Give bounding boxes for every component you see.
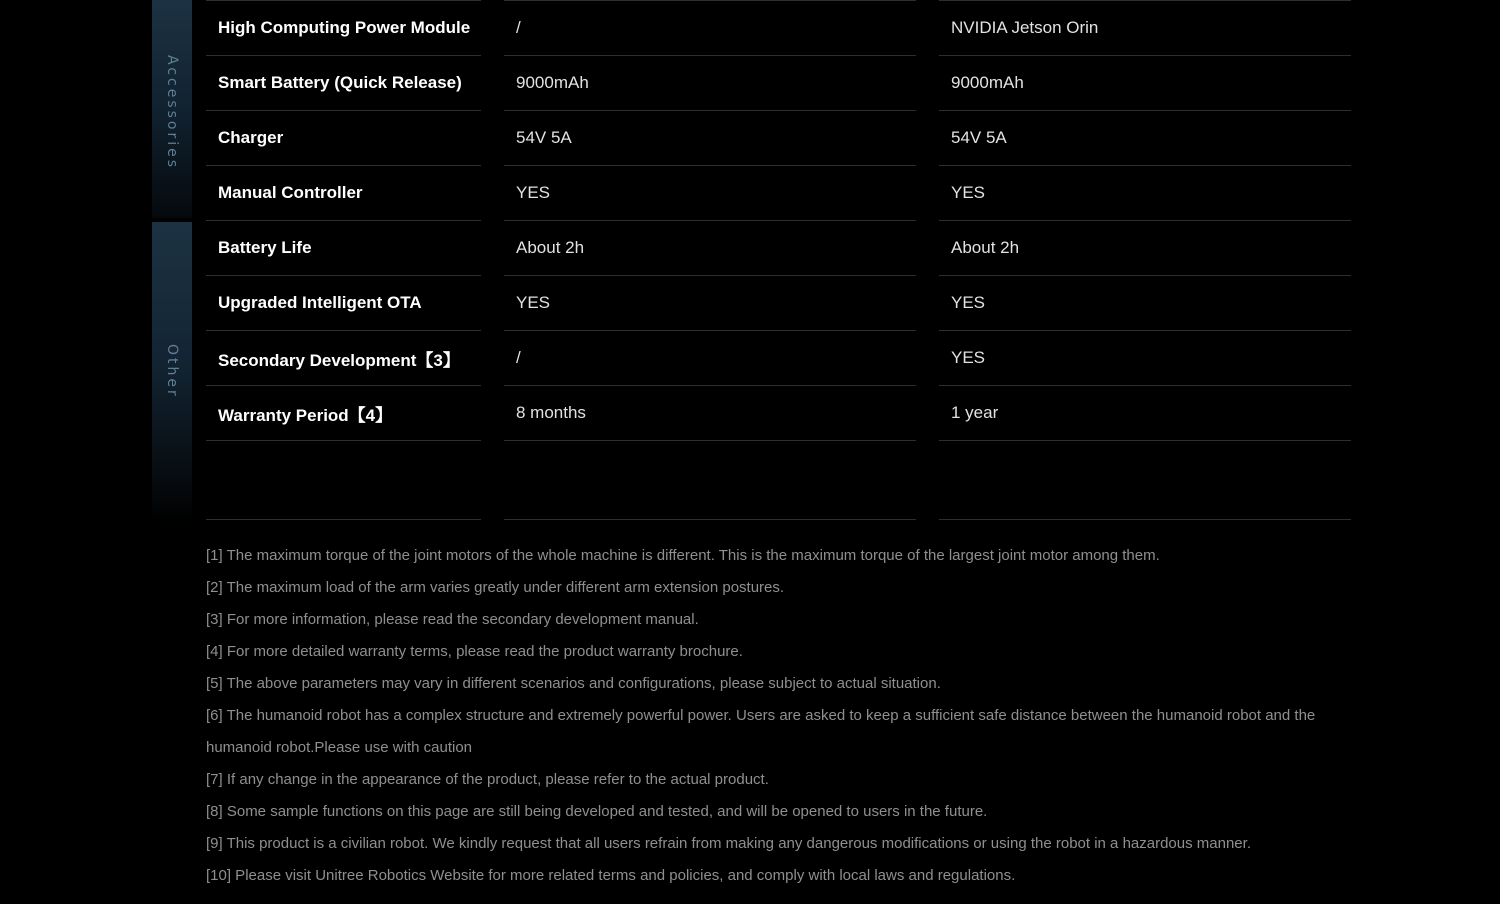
spec-value: YES	[939, 276, 1351, 331]
footnote: [3] For more information, please read the secondary development manual.	[206, 611, 699, 628]
spec-label: Charger	[206, 111, 481, 166]
footnote: [4] For more detailed warranty terms, please read the product warranty brochure.	[206, 643, 743, 660]
section-other	[152, 222, 192, 522]
spec-label: High Computing Power Module	[206, 0, 481, 56]
spec-value: 54V 5A	[504, 111, 916, 166]
spec-value: /	[504, 0, 916, 56]
footnote: [9] This product is a civilian robot. We kindly request that all users refrain from making any dangerous modifications or using the robot in a hazardous manner.	[206, 835, 1251, 852]
section-accessories	[152, 0, 192, 218]
spec-value: NVIDIA Jetson Orin	[939, 0, 1351, 56]
footnote: [1] The maximum torque of the joint motors of the whole machine is different. This is the maximum torque of the largest joint motor among them.	[206, 547, 1160, 564]
footnote: [2] The maximum load of the arm varies greatly under different arm extension postures.	[206, 579, 785, 596]
spec-value: YES	[939, 166, 1351, 221]
empty-cell	[206, 441, 481, 520]
spec-label: Smart Battery (Quick Release)	[206, 56, 481, 111]
footnote: [7] If any change in the appearance of the product, please refer to the actual product.	[206, 771, 769, 788]
spec-value: YES	[939, 331, 1351, 386]
model-b-column	[939, 0, 1351, 520]
empty-cell	[504, 441, 916, 520]
empty-cell	[939, 441, 1351, 520]
footnote: [8] Some sample functions on this page are still being developed and tested, and will be opened to users in the future.	[206, 803, 988, 820]
spec-value: About 2h	[504, 221, 916, 276]
spec-label: Secondary Development【3】	[206, 331, 481, 386]
spec-value: 9000mAh	[504, 56, 916, 111]
footnote: [6] The humanoid robot has a complex structure and extremely powerful power. Users are asked to keep a sufficient safe distance between the humanoid robot and the humanoid robot.Please use with caution	[206, 707, 1316, 756]
spec-value: 9000mAh	[939, 56, 1351, 111]
section-label-accessories: Accessories	[164, 55, 180, 171]
spec-label: Battery Life	[206, 221, 481, 276]
section-label-other: Other	[164, 344, 180, 399]
spec-label: Warranty Period【4】	[206, 386, 481, 441]
model-a-column	[504, 0, 916, 520]
footnotes	[206, 540, 1356, 892]
spec-value: YES	[504, 276, 916, 331]
footnote: [5] The above parameters may vary in different scenarios and configurations, please subject to actual situation.	[206, 675, 941, 692]
spec-label: Manual Controller	[206, 166, 481, 221]
spec-value: 8 months	[504, 386, 916, 441]
spec-value: YES	[504, 166, 916, 221]
spec-value: About 2h	[939, 221, 1351, 276]
spec-value: /	[504, 331, 916, 386]
footnote: [10] Please visit Unitree Robotics Website for more related terms and policies, and comply with local laws and regulations.	[206, 867, 1016, 884]
spec-value: 54V 5A	[939, 111, 1351, 166]
spec-label: Upgraded Intelligent OTA	[206, 276, 481, 331]
spec-label-column	[206, 0, 481, 520]
spec-value: 1 year	[939, 386, 1351, 441]
